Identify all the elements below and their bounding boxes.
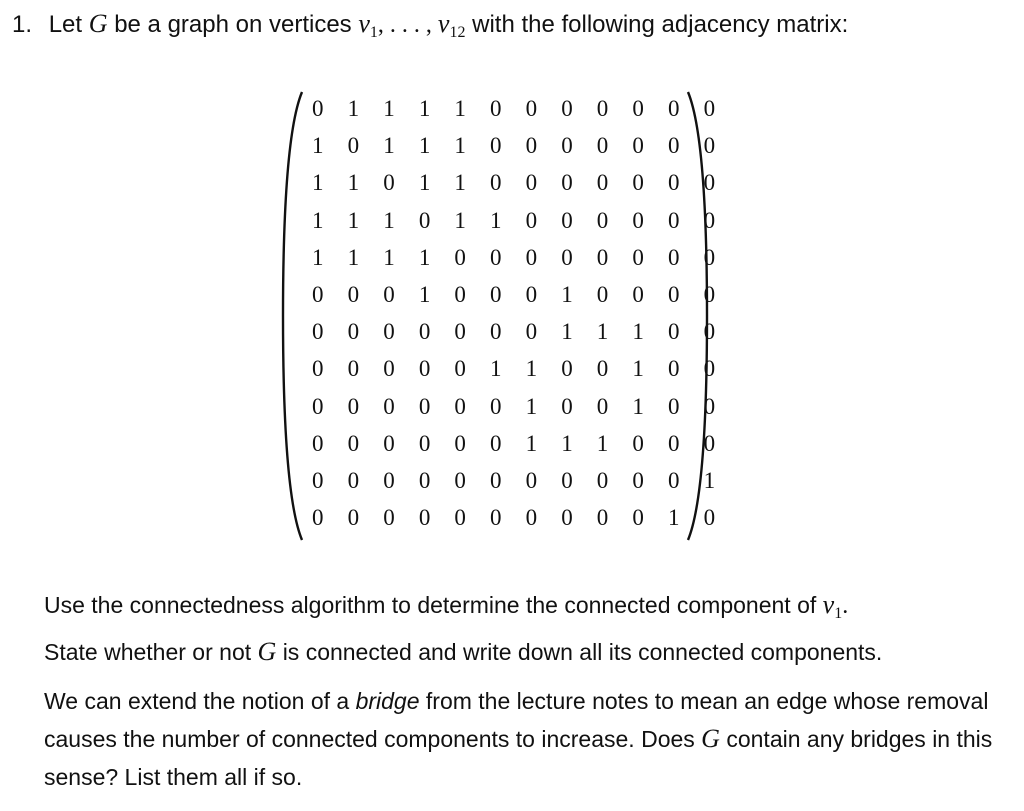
matrix-entry: 1	[454, 96, 466, 121]
matrix-entry: 0	[561, 356, 573, 382]
vertex-ellipsis: , . . . ,	[377, 12, 438, 38]
matrix-entry: 0	[347, 319, 360, 345]
matrix-entry: 0	[312, 96, 324, 121]
matrix-entry: 0	[596, 356, 609, 382]
matrix-entry: 1	[525, 356, 538, 382]
matrix-entry: 0	[525, 133, 538, 159]
matrix-entry: 0	[490, 467, 502, 493]
matrix-entry: 0	[312, 430, 324, 456]
matrix-entry: 0	[490, 281, 502, 307]
matrix-entry: 0	[667, 430, 680, 456]
matrix-entry: 1	[312, 133, 324, 159]
matrix-entry: 1	[596, 430, 609, 456]
matrix-entry: 0	[632, 244, 644, 270]
matrix-entry: 0	[667, 133, 680, 159]
right-parenthesis	[684, 88, 710, 544]
matrix-entry: 0	[454, 281, 466, 307]
matrix-entry: 0	[632, 96, 644, 121]
matrix-entry: 1	[454, 207, 466, 233]
matrix-entry: 0	[418, 393, 431, 419]
matrix-entry: 1	[454, 133, 466, 159]
matrix-entry: 1	[418, 96, 431, 121]
vertex-index-first: 1	[369, 24, 378, 41]
matrix-entry: 0	[596, 467, 609, 493]
matrix-entry: 0	[454, 467, 466, 493]
component-question-text: Use the connectedness algorithm to determine the connected component of	[44, 592, 817, 618]
matrix-entry: 0	[561, 244, 573, 270]
matrix-entry: 0	[454, 356, 466, 382]
matrix-entry: 0	[596, 96, 609, 121]
matrix-entry: 1	[347, 244, 360, 270]
matrix-entry: 1	[703, 467, 716, 493]
matrix-entry: 0	[596, 393, 609, 419]
matrix-entry: 1	[383, 133, 395, 159]
intro-text-after: with the following adjacency matrix:	[472, 11, 849, 38]
matrix-entry: 0	[667, 393, 680, 419]
bridge-text-after: contain any bridges in this sense? List them all if so.	[44, 726, 993, 790]
graph-symbol-inline: G	[257, 637, 277, 666]
matrix-entry: 0	[703, 281, 716, 307]
matrix-entry: 1	[312, 170, 324, 196]
matrix-entry: 1	[490, 207, 502, 233]
matrix-entry: 0	[312, 319, 324, 345]
matrix-entry: 0	[667, 170, 680, 196]
matrix-entry: 0	[454, 505, 466, 531]
matrix-entry: 0	[490, 430, 502, 456]
bridge-text-middle: from the lecture notes to mean an edge whose removal causes the number of connected components to increase. Does	[44, 688, 989, 752]
matrix-entry: 0	[561, 393, 573, 419]
matrix-entry: 0	[383, 281, 395, 307]
matrix-entry: 0	[418, 207, 431, 233]
matrix-entry: 1	[632, 319, 644, 345]
matrix-entry: 0	[312, 356, 324, 382]
paragraph-line-2	[44, 633, 994, 671]
matrix-entry: 0	[703, 244, 716, 270]
matrix-entry: 0	[667, 467, 680, 493]
matrix-entry: 0	[347, 505, 360, 531]
matrix-entry: 1	[418, 244, 431, 270]
matrix-entry: 0	[525, 96, 538, 121]
matrix-entry: 1	[383, 207, 395, 233]
vertex-symbol-last: v	[437, 9, 450, 38]
matrix-entry: 0	[596, 281, 609, 307]
paragraph-bridges	[44, 682, 994, 796]
matrix-entry: 0	[703, 505, 716, 531]
matrix-entry: 0	[490, 393, 502, 419]
matrix-entry: 1	[525, 430, 538, 456]
matrix-entry: 0	[490, 133, 502, 159]
matrix-entry: 0	[632, 133, 644, 159]
intro-text-before: Let	[48, 11, 83, 38]
matrix-entry: 0	[525, 319, 538, 345]
vertex-symbol-first: v	[358, 9, 370, 38]
matrix-entry: 0	[383, 393, 395, 419]
matrix-entry: 1	[490, 356, 502, 382]
adjacency-matrix	[280, 88, 716, 548]
matrix-entry: 1	[561, 281, 573, 307]
matrix-entry: 0	[347, 393, 360, 419]
matrix-entry: 0	[703, 356, 716, 382]
graph-symbol: G	[88, 9, 108, 38]
matrix-entry: 0	[525, 207, 538, 233]
matrix-entry: 0	[667, 96, 680, 121]
matrix-entry: 0	[632, 467, 644, 493]
matrix-entry: 0	[632, 281, 644, 307]
matrix-entry: 1	[418, 133, 431, 159]
matrix-entry: 0	[703, 170, 716, 196]
matrix-entry: 0	[596, 133, 609, 159]
matrix-entry: 0	[561, 467, 573, 493]
matrix-entry: 1	[632, 393, 644, 419]
bridge-text-before: We can extend the notion of a	[44, 688, 350, 714]
question-number: 1.	[12, 11, 33, 38]
matrix-entry: 0	[667, 281, 680, 307]
matrix-entry: 1	[418, 281, 431, 307]
matrix-entry: 1	[347, 96, 360, 121]
matrix-entry: 0	[667, 244, 680, 270]
matrix-entry: 0	[312, 393, 324, 419]
matrix-entry: 1	[667, 505, 680, 531]
vertex-index-last: 12	[449, 24, 466, 41]
matrix-entry: 0	[490, 170, 502, 196]
matrix-entry: 0	[312, 467, 324, 493]
matrix-entry: 0	[454, 319, 466, 345]
matrix-entry: 0	[525, 244, 538, 270]
matrix-entry: 0	[490, 505, 502, 531]
matrix-entry: 0	[632, 430, 644, 456]
matrix-entry: 1	[561, 430, 573, 456]
matrix-entry: 0	[418, 505, 431, 531]
matrix-entry: 0	[347, 356, 360, 382]
matrix-entry: 0	[383, 319, 395, 345]
question-intro	[12, 4, 848, 44]
matrix-entry: 1	[383, 244, 395, 270]
matrix-entry: 0	[490, 319, 502, 345]
matrix-entry: 0	[703, 393, 716, 419]
matrix-entry: 0	[454, 393, 466, 419]
matrix-entry: 0	[703, 133, 716, 159]
matrix-entry: 0	[632, 170, 644, 196]
matrix-entry: 0	[525, 505, 538, 531]
matrix-entry: 0	[312, 505, 324, 531]
matrix-entry: 1	[418, 170, 431, 196]
matrix-entry: 0	[596, 207, 609, 233]
matrix-entry: 0	[347, 430, 360, 456]
vertex-symbol: v	[822, 590, 835, 619]
intro-text-middle: be a graph on vertices	[114, 11, 352, 38]
matrix-entry: 1	[454, 170, 466, 196]
matrix-entry: 0	[667, 319, 680, 345]
matrix-entry: 0	[632, 207, 644, 233]
matrix-entry: 0	[632, 505, 644, 531]
matrix-entry: 0	[347, 133, 360, 159]
matrix-entry: 0	[667, 356, 680, 382]
matrix-entry: 0	[703, 430, 716, 456]
matrix-entry: 0	[418, 319, 431, 345]
matrix-entry: 0	[525, 170, 538, 196]
matrix-entry: 0	[703, 207, 716, 233]
matrix-entry: 0	[703, 96, 716, 121]
connected-question-after: is connected and write down all its connected components.	[282, 639, 883, 665]
matrix-entry: 0	[383, 467, 395, 493]
matrix-entry: 0	[561, 207, 573, 233]
matrix-entry: 0	[383, 430, 395, 456]
vertex-index: 1	[834, 605, 843, 622]
matrix-entry: 0	[490, 244, 502, 270]
paragraph-connectedness	[44, 586, 994, 671]
sentence-period: .	[842, 593, 849, 619]
paragraph-line-1	[44, 586, 994, 633]
matrix-entry: 0	[596, 244, 609, 270]
connected-question-before: State whether or not	[44, 639, 252, 665]
matrix-entry: 0	[418, 430, 431, 456]
matrix-entry: 1	[347, 207, 360, 233]
matrix-entry: 0	[703, 319, 716, 345]
matrix-entry: 0	[347, 467, 360, 493]
matrix-entry: 0	[525, 467, 538, 493]
matrix-entry: 0	[383, 170, 395, 196]
matrix-entry: 1	[632, 356, 644, 382]
matrix-entry: 0	[347, 281, 360, 307]
matrix-entry: 1	[312, 207, 324, 233]
graph-symbol-bridge: G	[701, 724, 720, 753]
matrix-entry: 0	[561, 133, 573, 159]
matrix-entry: 0	[667, 207, 680, 233]
matrix-entry: 1	[596, 319, 609, 345]
matrix-entry: 0	[596, 505, 609, 531]
matrix-entry: 0	[561, 96, 573, 121]
matrix-entry: 0	[561, 170, 573, 196]
matrix-entry: 0	[596, 170, 609, 196]
matrix-entry: 0	[312, 281, 324, 307]
matrix-entry: 0	[454, 430, 466, 456]
matrix-entry: 1	[383, 96, 395, 121]
bridge-term: bridge	[355, 688, 420, 714]
matrix-entry: 1	[312, 244, 324, 270]
matrix-entry: 1	[525, 393, 538, 419]
matrix-entry: 0	[454, 244, 466, 270]
matrix-entry: 0	[418, 467, 431, 493]
matrix-entry: 0	[490, 96, 502, 121]
matrix-entry: 0	[418, 356, 431, 382]
matrix-entry: 1	[561, 319, 573, 345]
matrix-entry: 0	[525, 281, 538, 307]
matrix-entry: 0	[383, 505, 395, 531]
matrix-entry: 0	[561, 505, 573, 531]
matrix-entry: 0	[383, 356, 395, 382]
matrix-entry: 1	[347, 170, 360, 196]
matrix-grid	[300, 90, 727, 536]
